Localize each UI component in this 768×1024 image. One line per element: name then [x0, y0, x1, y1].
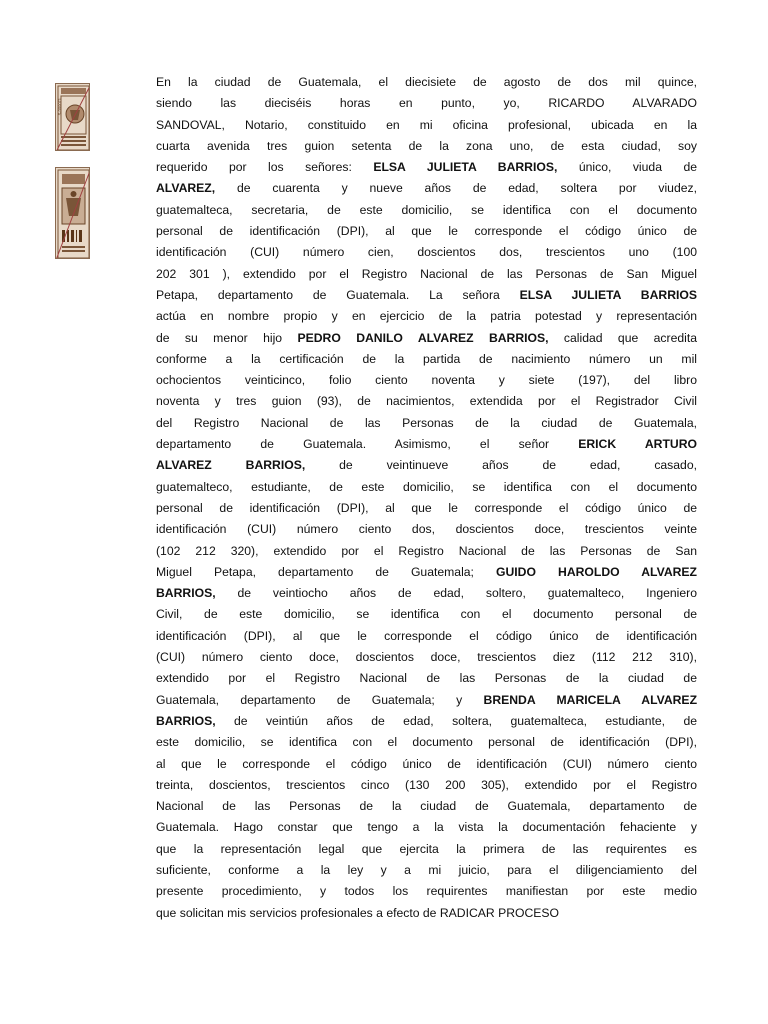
text-segment: que solicitan mis servicios profesionales a efecto de RADICAR PROCESO: [156, 905, 560, 920]
text-segment: suficiente, conforme a la ley y a mi juicio, para el diligenciamiento del: [156, 862, 697, 877]
text-line: [156, 817, 697, 838]
text-segment: de veintiocho años de edad, soltero, guatemalteco, Ingeniero: [215, 586, 697, 601]
notarial-act-text: [156, 72, 697, 924]
text-line: [156, 668, 697, 689]
text-line: [156, 477, 697, 498]
text-segment: único, viuda de: [557, 160, 697, 175]
text-segment: calidad que acredita: [548, 330, 697, 345]
bold-name-segment: ELSA JULIETA BARRIOS,: [373, 160, 558, 175]
bold-name-segment: BRENDA MARICELA ALVAREZ: [483, 692, 698, 707]
text-line: [156, 391, 697, 412]
text-segment: 202 301 ), extendido por el Registro Nacional de las Personas de San Miguel: [156, 266, 697, 281]
text-line: [156, 690, 697, 711]
text-line: [156, 562, 697, 583]
text-line: [156, 796, 697, 817]
fiscal-stamp-serial: S-000071: [57, 98, 62, 116]
text-segment: Miguel Petapa, departamento de Guatemala;: [156, 564, 497, 579]
bold-name-segment: ELSA JULIETA BARRIOS: [519, 287, 697, 302]
text-line: [156, 370, 697, 391]
text-line: [156, 242, 697, 263]
text-line: [156, 285, 697, 306]
text-segment: que la representación legal que ejercita la primera de las requirentes es: [156, 841, 697, 856]
text-segment: Guatemala. Hago constar que tengo a la vista la documentación fehaciente y: [156, 820, 697, 835]
text-segment: conforme a la certificación de la partida de nacimiento número un mil: [156, 351, 697, 366]
text-line: [156, 306, 697, 327]
text-line: [156, 328, 697, 349]
text-line: [156, 264, 697, 285]
bold-name-segment: GUIDO HAROLDO ALVAREZ: [496, 564, 697, 579]
text-line: [156, 221, 697, 242]
bold-name-segment: PEDRO DANILO ALVAREZ BARRIOS,: [297, 330, 549, 345]
text-segment: al que le corresponde el código único de identificación (CUI) número ciento: [156, 756, 697, 771]
text-segment: Civil, de este domicilio, se identifica con el documento personal de: [156, 607, 697, 622]
text-segment: Petapa, departamento de Guatemala. La señora: [156, 287, 520, 302]
fiscal-stamp-icon: [56, 84, 90, 151]
text-line: [156, 519, 697, 540]
text-line: [156, 647, 697, 668]
text-line: [156, 93, 697, 114]
bold-name-segment: ALVAREZ,: [156, 181, 216, 196]
text-line: [156, 839, 697, 860]
text-segment: de cuarenta y nueve años de edad, soltera por viudez,: [215, 181, 697, 196]
text-line: [156, 157, 697, 178]
notarial-stamp-icon: [56, 168, 90, 259]
text-segment: personal de identificación (DPI), al que le corresponde el código único de: [156, 224, 697, 239]
text-segment: del Registro Nacional de las Personas de la ciudad de Guatemala,: [156, 415, 697, 430]
text-segment: Nacional de las Personas de la ciudad de Guatemala, departamento de: [156, 799, 697, 814]
text-line: [156, 732, 697, 753]
text-line: [156, 349, 697, 370]
fiscal-stamp: [55, 83, 90, 151]
notarial-stamp: [55, 167, 90, 259]
text-segment: guatemalteca, secretaria, de este domicilio, se identifica con el documento: [156, 202, 697, 217]
text-segment: guatemalteco, estudiante, de este domicilio, se identifica con el documento: [156, 479, 697, 494]
text-segment: este domicilio, se identifica con el documento personal de identificación (DPI),: [156, 735, 697, 750]
text-line: [156, 413, 697, 434]
text-line: [156, 498, 697, 519]
text-segment: requerido por los señores:: [156, 160, 374, 175]
bold-name-segment: BARRIOS,: [156, 713, 216, 728]
text-line: [156, 178, 697, 199]
text-line: [156, 626, 697, 647]
text-segment: identificación (CUI) número ciento dos, doscientos doce, trescientos veinte: [156, 522, 697, 537]
text-segment: cuarta avenida tres guion setenta de la zona uno, de esta ciudad, soy: [156, 138, 697, 153]
text-segment: SANDOVAL, Notario, constituido en mi oficina profesional, ubicada en la: [156, 117, 697, 132]
text-segment: ochocientos veinticinco, folio ciento noventa y siete (197), del libro: [156, 373, 697, 388]
text-line: [156, 455, 697, 476]
text-segment: siendo las dieciséis horas en punto, yo, RICARDO ALVARADO: [156, 96, 697, 111]
text-segment: noventa y tres guion (93), de nacimientos, extendida por el Registrador Civil: [156, 394, 697, 409]
text-segment: (102 212 320), extendido por el Registro Nacional de las Personas de San: [156, 543, 697, 558]
text-segment: treinta, doscientos, trescientos cinco (130 200 305), extendido por el Registro: [156, 777, 697, 792]
text-segment: identificación (CUI) número cien, doscientos dos, trescientos uno (100: [156, 245, 697, 260]
text-line: [156, 903, 697, 924]
text-line: [156, 881, 697, 902]
text-segment: extendido por el Registro Nacional de las Personas de la ciudad de: [156, 671, 697, 686]
text-segment: (CUI) número ciento doce, doscientos doce, trescientos diez (112 212 310),: [156, 650, 697, 665]
text-line: [156, 72, 697, 93]
text-segment: En la ciudad de Guatemala, el diecisiete de agosto de dos mil quince,: [156, 75, 697, 89]
text-segment: departamento de Guatemala. Asimismo, el señor: [156, 437, 579, 452]
bold-name-segment: BARRIOS,: [156, 586, 216, 601]
text-segment: identificación (DPI), al que le corresponde el código único de identificación: [156, 628, 697, 643]
text-segment: Guatemala, departamento de Guatemala; y: [156, 692, 484, 707]
text-segment: actúa en nombre propio y en ejercicio de la patria potestad y representación: [156, 309, 697, 324]
text-line: [156, 200, 697, 221]
bold-name-segment: ALVAREZ BARRIOS,: [156, 458, 306, 473]
text-line: [156, 604, 697, 625]
text-segment: de veintiún años de edad, soltera, guatemalteca, estudiante, de: [215, 713, 697, 728]
text-line: [156, 115, 697, 136]
text-segment: presente procedimiento, y todos los requirentes manifiestan por este medio: [156, 884, 697, 899]
text-line: [156, 754, 697, 775]
text-line: [156, 434, 697, 455]
text-line: [156, 541, 697, 562]
text-line: [156, 136, 697, 157]
text-line: [156, 711, 697, 732]
text-line: [156, 583, 697, 604]
text-segment: de veintinueve años de edad, casado,: [305, 458, 698, 473]
bold-name-segment: ERICK ARTURO: [578, 437, 697, 452]
text-segment: de su menor hijo: [156, 330, 298, 345]
text-segment: personal de identificación (DPI), al que le corresponde el código único de: [156, 500, 697, 515]
text-line: [156, 860, 697, 881]
text-line: [156, 775, 697, 796]
